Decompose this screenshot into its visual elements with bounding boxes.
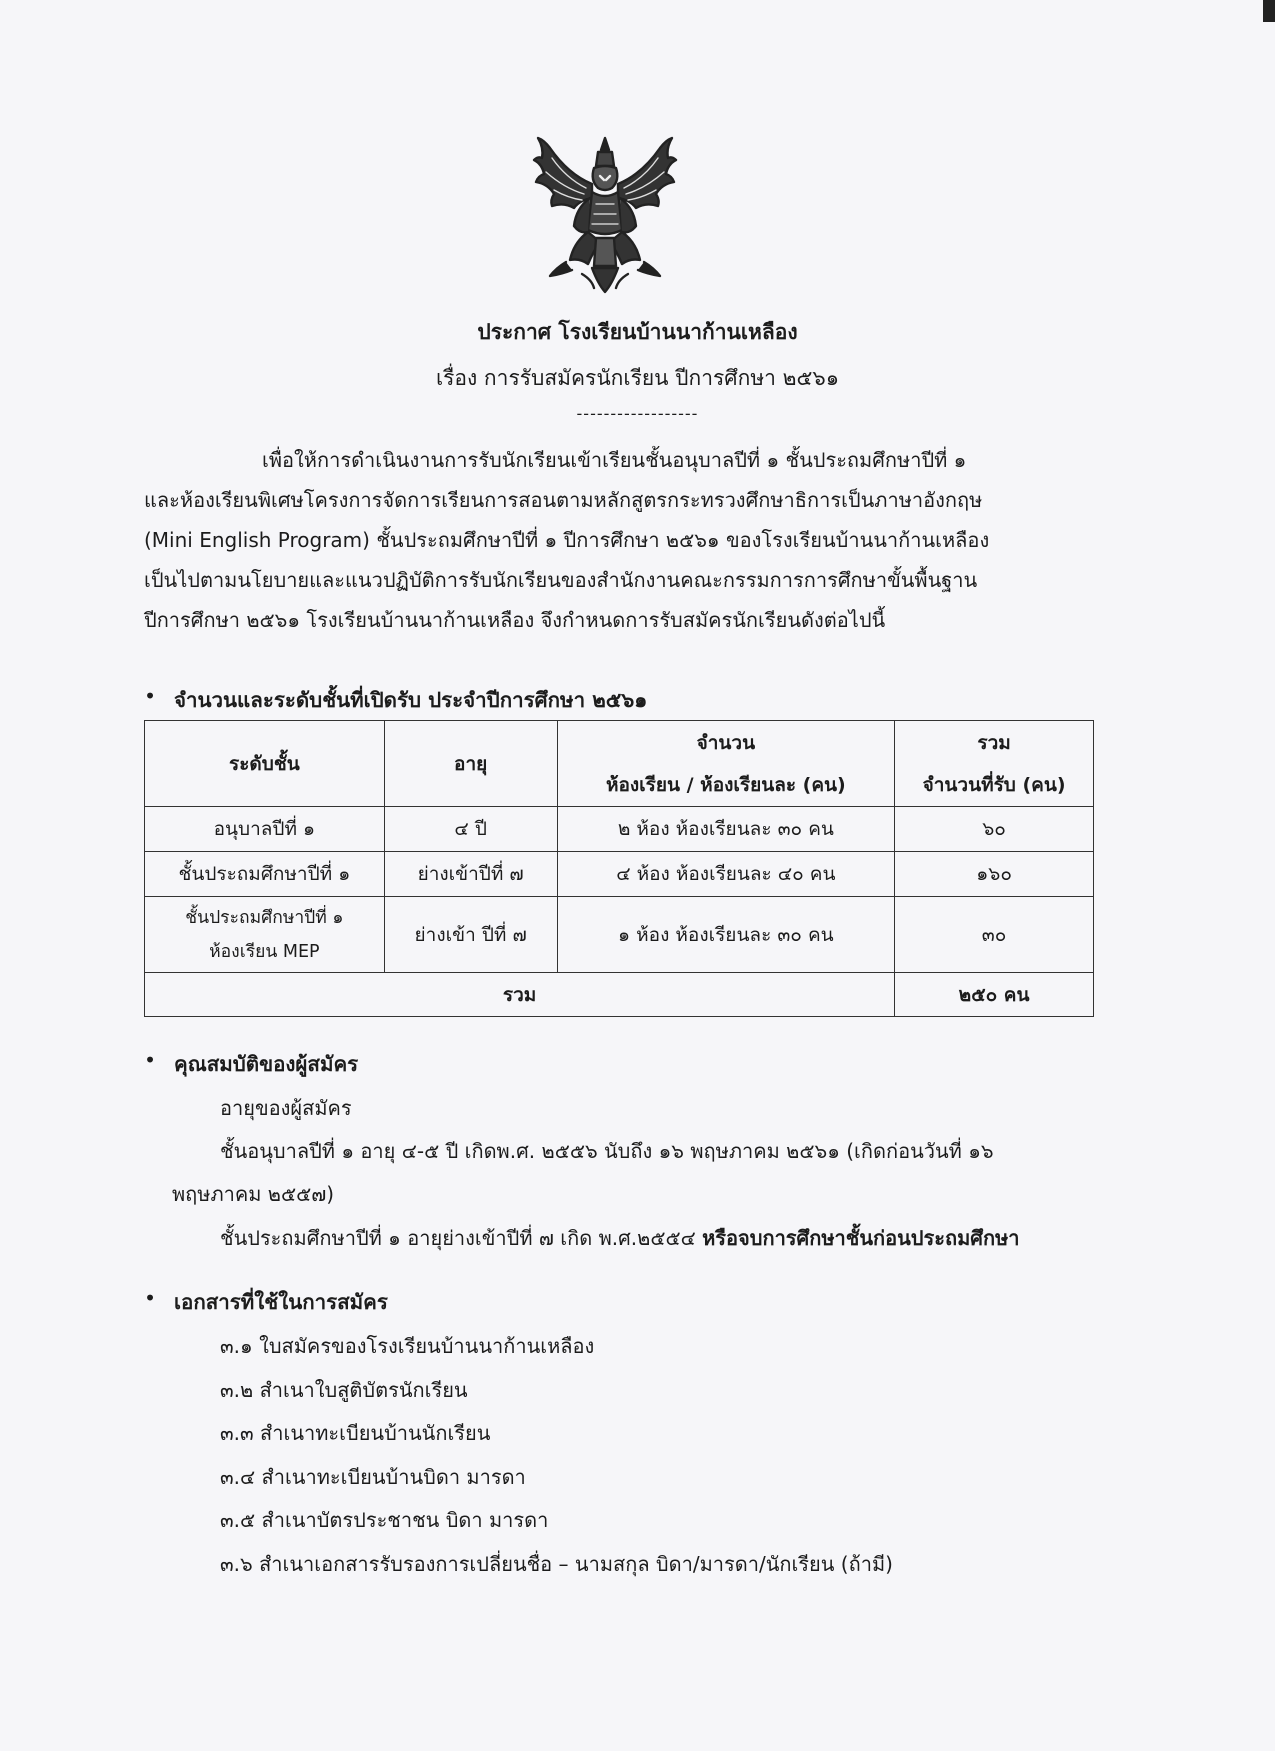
intro-line: เป็นไปตามนโยบายและแนวปฏิบัติการรับนักเรียนของสำนักงานคณะกรรมการการศึกษาขั้นพื้นฐาน — [144, 568, 978, 592]
table-row — [145, 852, 1094, 897]
scan-edge-mark — [1263, 0, 1275, 22]
cell-age: ย่างเข้าปีที่ ๗ — [384, 852, 557, 897]
header-total-line2: จำนวนที่รับ (คน) — [922, 773, 1066, 796]
announcement-title: ประกาศ โรงเรียนบ้านนาก้านเหลือง — [477, 320, 798, 344]
document-item: ๓.๓ สำเนาทะเบียนบ้านนักเรียน — [220, 1421, 491, 1445]
document-item: ๓.๖ สำเนาเอกสารรับรองการเปลี่ยนชื่อ – นามสกุล บิดา/มารดา/นักเรียน (ถ้ามี) — [220, 1552, 893, 1576]
cell-count: ๔ ห้อง ห้องเรียนละ ๔๐ คน — [557, 852, 895, 897]
cell-count: ๑ ห้อง ห้องเรียนละ ๓๐ คน — [557, 897, 895, 973]
intro-line: ปีการศึกษา ๒๕๖๑ โรงเรียนบ้านนาก้านเหลือง จึงกำหนดการรับสมัครนักเรียนดังต่อไปนี้ — [144, 608, 886, 632]
section-qualification-title: คุณสมบัติของผู้สมัคร — [174, 1052, 359, 1076]
cell-count: ๒ ห้อง ห้องเรียนละ ๓๐ คน — [557, 807, 895, 852]
cell-age: ย่างเข้า ปีที่ ๗ — [384, 897, 557, 973]
cell-level: อนุบาลปีที่ ๑ — [145, 807, 385, 852]
table-row — [145, 807, 1094, 852]
garuda-emblem — [530, 134, 680, 294]
table-header-row — [145, 721, 1094, 807]
announcement-subject: เรื่อง การรับสมัครนักเรียน ปีการศึกษา ๒๕๖๑ — [435, 366, 840, 390]
intro-line: และห้องเรียนพิเศษโครงการจัดการเรียนการสอนตามหลักสูตรกระทรวงศึกษาธิการเป็นภาษาอังกฤษ — [144, 488, 983, 512]
qualification-subheading: อายุของผู้สมัคร — [220, 1096, 352, 1120]
cell-age: ๔ ปี — [384, 807, 557, 852]
header-age: อายุ — [384, 721, 557, 807]
header-level: ระดับชั้น — [145, 721, 385, 807]
quota-table — [144, 720, 1094, 1017]
intro-line: (Mini English Program) ชั้นประถมศึกษาปีที่ ๑ ปีการศึกษา ๒๕๖๑ ของโรงเรียนบ้านนาก้านเหลือง — [144, 528, 990, 552]
header-total — [895, 721, 1094, 807]
header-count — [557, 721, 895, 807]
kindergarten-age-line: ชั้นอนุบาลปีที่ ๑ อายุ ๔-๕ ปี เกิดพ.ศ. ๒๕๕๖ นับถึง ๑๖ พฤษภาคม ๒๕๖๑ (เกิดก่อนวันที่ ๑๖ — [220, 1139, 994, 1163]
section-documents-title: เอกสารที่ใช้ในการสมัคร — [174, 1290, 388, 1314]
primary-age-text: ชั้นประถมศึกษาปีที่ ๑ อายุย่างเข้าปีที่ ๗ เกิด พ.ศ.๒๕๕๔ — [220, 1226, 703, 1250]
primary-age-alt: หรือจบการศึกษาชั้นก่อนประถมศึกษา — [702, 1226, 1020, 1250]
bullet-icon: • — [144, 1286, 157, 1310]
cell-level — [145, 897, 385, 973]
header-total-line1: รวม — [977, 731, 1011, 754]
section-quota-title: จำนวนและระดับชั้นที่เปิดรับ ประจำปีการศึกษา ๒๕๖๑ — [174, 688, 648, 712]
table-total-row — [145, 973, 1094, 1017]
cell-sum-value: ๒๕๐ คน — [895, 973, 1094, 1017]
document-item: ๓.๕ สำเนาบัตรประชาชน บิดา มารดา — [220, 1508, 549, 1532]
cell-level: ชั้นประถมศึกษาปีที่ ๑ — [145, 852, 385, 897]
cell-level-line2: ห้องเรียน MEP — [209, 941, 320, 962]
cell-sum-label: รวม — [145, 973, 895, 1017]
bullet-icon: • — [144, 684, 157, 708]
kindergarten-age-line-cont: พฤษภาคม ๒๕๕๗) — [172, 1182, 335, 1206]
header-count-line1: จำนวน — [696, 731, 756, 754]
title-separator: ------------------ — [576, 404, 699, 423]
intro-paragraph — [144, 440, 1082, 640]
document-item: ๓.๔ สำเนาทะเบียนบ้านบิดา มารดา — [220, 1465, 526, 1489]
cell-level-line1: ชั้นประถมศึกษาปีที่ ๑ — [185, 907, 344, 928]
cell-total: ๖๐ — [895, 807, 1094, 852]
bullet-icon: • — [144, 1048, 157, 1072]
cell-total: ๓๐ — [895, 897, 1094, 973]
intro-line: เพื่อให้การดำเนินงานการรับนักเรียนเข้าเรียนชั้นอนุบาลปีที่ ๑ ชั้นประถมศึกษาปีที่ ๑ — [262, 448, 967, 472]
document-item: ๓.๑ ใบสมัครของโรงเรียนบ้านนาก้านเหลือง — [220, 1334, 595, 1358]
document-item: ๓.๒ สำเนาใบสูติบัตรนักเรียน — [220, 1378, 468, 1402]
header-count-line2: ห้องเรียน / ห้องเรียนละ (คน) — [605, 773, 846, 796]
primary-age-line — [220, 1222, 1020, 1254]
cell-total: ๑๖๐ — [895, 852, 1094, 897]
table-row — [145, 897, 1094, 973]
